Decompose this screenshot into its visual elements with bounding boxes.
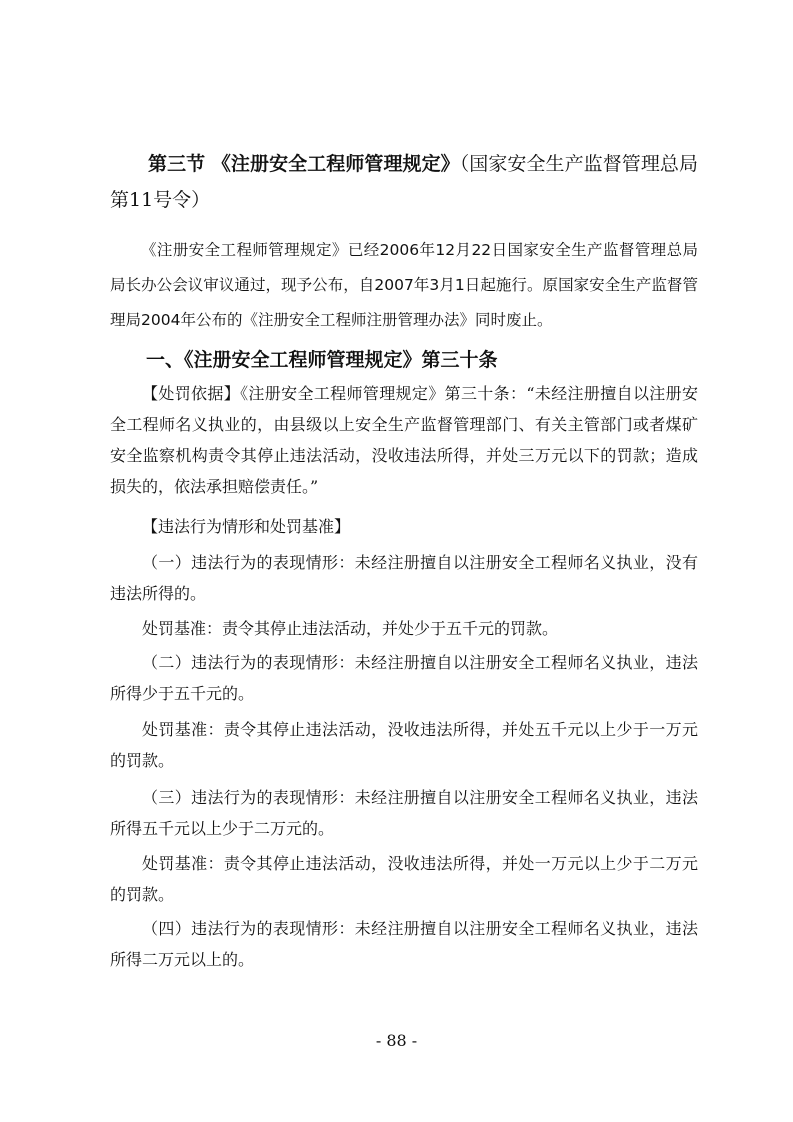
section-title-order-number: （国家安全生产监督管理总局第11号令） [110,153,698,211]
case-3-situation: （三）违法行为的表现情形：未经注册擅自以注册安全工程师名义执业，违法所得五千元以上少于二万元的。 [110,788,698,838]
page-number: - 88 - [375,1031,418,1050]
case-2-penalty: 处罚基准：责令其停止违法活动，没收违法所得，并处五千元以上少于一万元的罚款。 [110,720,698,770]
case-2-situation: （二）违法行为的表现情形：未经注册擅自以注册安全工程师名义执业，违法所得少于五千元的。 [110,653,698,703]
case-1-situation: （一）违法行为的表现情形：未经注册擅自以注册安全工程师名义执业，没有违法所得的。 [110,553,698,603]
penalty-basis-paragraph: 【处罚依据】《注册安全工程师管理规定》第三十条：“未经注册擅自以注册安全工程师名义执业的，由县级以上安全生产监督管理部门、有关主管部门或者煤矿安全监察机构责令其停止违法活动，没收违法所得，并处三万元以下的罚款；造成损失的，依法承担赔偿责任。” [110,384,698,496]
article-title: 一、《注册安全工程师管理规定》第三十条 [146,349,498,371]
intro-paragraph: 《注册安全工程师管理规定》已经2006年12月22日国家安全生产监督管理总局局长办公会议审议通过，现予公布，自2007年3月1日起施行。原国家安全生产监督管理局2004年公布的《注册安全工程师注册管理办法》同时废止。 [110,241,698,329]
section-title-text: 第三节 《注册安全工程师管理规定》 [148,153,460,175]
case-4-situation: （四）违法行为的表现情形：未经注册擅自以注册安全工程师名义执业，违法所得二万元以上的。 [110,919,698,969]
criteria-heading: 【违法行为情形和处罚基准】 [142,517,351,536]
case-1-penalty: 处罚基准：责令其停止违法活动，并处少于五千元的罚款。 [142,619,559,638]
section-title [110,146,698,218]
case-3-penalty: 处罚基准：责令其停止违法活动，没收违法所得，并处一万元以上少于二万元的罚款。 [110,854,698,904]
